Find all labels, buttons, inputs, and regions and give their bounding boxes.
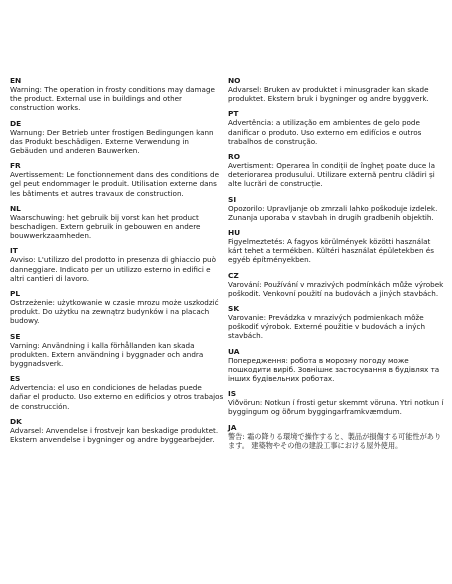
- language-code: CZ: [228, 270, 239, 280]
- language-block-en: [10, 76, 224, 113]
- warning-text: 警告: 霜の降りる環境で操作すると、製品が損傷する可能性があります。 建築物やその他の建設工事における屋外使用。: [228, 431, 442, 450]
- language-block-nl: [10, 204, 224, 241]
- language-block-ua: [228, 347, 446, 384]
- language-block-sk: [228, 304, 446, 341]
- language-block-dk: [10, 417, 224, 444]
- language-code: SE: [10, 331, 21, 341]
- warning-text: Advertencia: el uso en condiciones de heladas puede dañar el producto. Uso externo en edificios y otros trabajos de construcción.: [10, 383, 224, 411]
- warning-text: Avertissement: Le fonctionnement dans des conditions de gel peut endommager le produit. Utilisation externe dans les bâtiments et autres travaux de construction.: [10, 170, 220, 198]
- language-block-es: [10, 374, 224, 411]
- language-block-is: [228, 389, 446, 416]
- language-code: FR: [10, 161, 21, 171]
- warning-text: Avertisment: Operarea în condiții de îngheț poate duce la deteriorarea produsului. Utilizare externă pentru clădiri și alte lucrări de construcție.: [228, 161, 436, 189]
- language-code: NO: [228, 76, 241, 85]
- warning-text: Figyelmeztetés: A fagyos körülmények közötti használat kárt tehet a termékben. Kültéri használat épületekben és egyéb építményekben.: [228, 237, 434, 265]
- language-code: RO: [228, 152, 240, 162]
- language-code: DK: [10, 416, 22, 426]
- warning-text: Avviso: L'utilizzo del prodotto in presenza di ghiaccio può danneggiare. Indicato per un utilizzo esterno in edifici e altri cantieri di lavoro.: [10, 255, 216, 283]
- language-block-fr: [10, 161, 224, 198]
- warning-text: Попередження: робота в морозну погоду може пошкодити виріб. Зовнішнє застосування в будівлях та інших будівельних роботах.: [228, 355, 440, 384]
- language-code: JA: [228, 422, 237, 432]
- left-column: [10, 76, 224, 450]
- language-code: ES: [10, 374, 21, 384]
- language-code: PL: [10, 289, 21, 299]
- language-code: NL: [10, 203, 21, 213]
- language-code: IS: [228, 389, 237, 399]
- warning-text: Varning: Användning i kalla förhållanden kan skada produkten. Extern användning i byggnader och andra byggnadsverk.: [10, 340, 204, 369]
- language-block-si: [228, 195, 446, 222]
- language-block-ro: [228, 152, 446, 189]
- language-block-hu: [228, 228, 446, 265]
- language-code: EN: [10, 76, 22, 85]
- warning-text: Warnung: Der Betrieb unter frostigen Bedingungen kann das Produkt beschädigen. Externe Verwendung in Gebäuden und anderen Bauwerken.: [10, 127, 214, 156]
- language-block-no: [228, 76, 446, 103]
- language-block-se: [10, 332, 224, 369]
- language-code: DE: [10, 118, 22, 128]
- language-code: UA: [228, 346, 240, 356]
- warning-text: Varovanie: Prevádzka v mrazivých podmienkach môže poškodiť výrobok. Externé použitie v budovách a iných stavbách.: [228, 313, 426, 341]
- language-code: HU: [228, 228, 241, 238]
- language-block-de: [10, 119, 224, 156]
- language-block-ja: [228, 423, 446, 450]
- language-code: PT: [228, 109, 239, 119]
- warning-text: Waarschuwing: het gebruik bij vorst kan het product beschadigen. Extern gebruik in gebouwen en andere bouwwerkzaamheden.: [10, 212, 201, 241]
- language-block-pl: [10, 289, 224, 326]
- language-code: IT: [10, 246, 18, 256]
- warning-text: Advertência: a utilização em ambientes de gelo pode danificar o produto. Uso externo em edifícios e outros trabalhos de construção.: [228, 118, 422, 146]
- warning-text: Varování: Používání v mrazivých podmínkách může výrobek poškodit. Venkovní použití na budovách a jiných stavbách.: [228, 279, 444, 298]
- warning-text: Warning: The operation in frosty conditions may damage the product. External use in buildings and other construction works.: [10, 85, 215, 113]
- warning-text: Advarsel: Bruken av produktet i minusgrader kan skade produktet. Ekstern bruk i bygninger og andre byggverk.: [228, 85, 429, 104]
- language-code: SI: [228, 194, 237, 204]
- language-code: SK: [228, 304, 240, 314]
- warning-text: Viðvörun: Notkun í frosti getur skemmt vöruna. Ytri notkun í byggingum og öðrum byggingarframkvæmdum.: [228, 398, 444, 417]
- right-column: [228, 76, 446, 456]
- language-block-cz: [228, 271, 446, 298]
- language-block-pt: [228, 109, 446, 146]
- warning-text: Advarsel: Anvendelse i frostvejr kan beskadige produktet. Ekstern anvendelse i bygninger og andre byggearbejder.: [10, 425, 219, 445]
- warning-text: Opozorilo: Upravljanje ob zmrzali lahko poškoduje izdelek. Zunanja uporaba v stavbah in drugih gradbenih objektih.: [228, 203, 438, 222]
- language-block-it: [10, 246, 224, 283]
- warning-text: Ostrzeżenie: użytkowanie w czasie mrozu może uszkodzić produkt. Do użytku na zewnątrz budynków i na placach budowy.: [10, 298, 219, 326]
